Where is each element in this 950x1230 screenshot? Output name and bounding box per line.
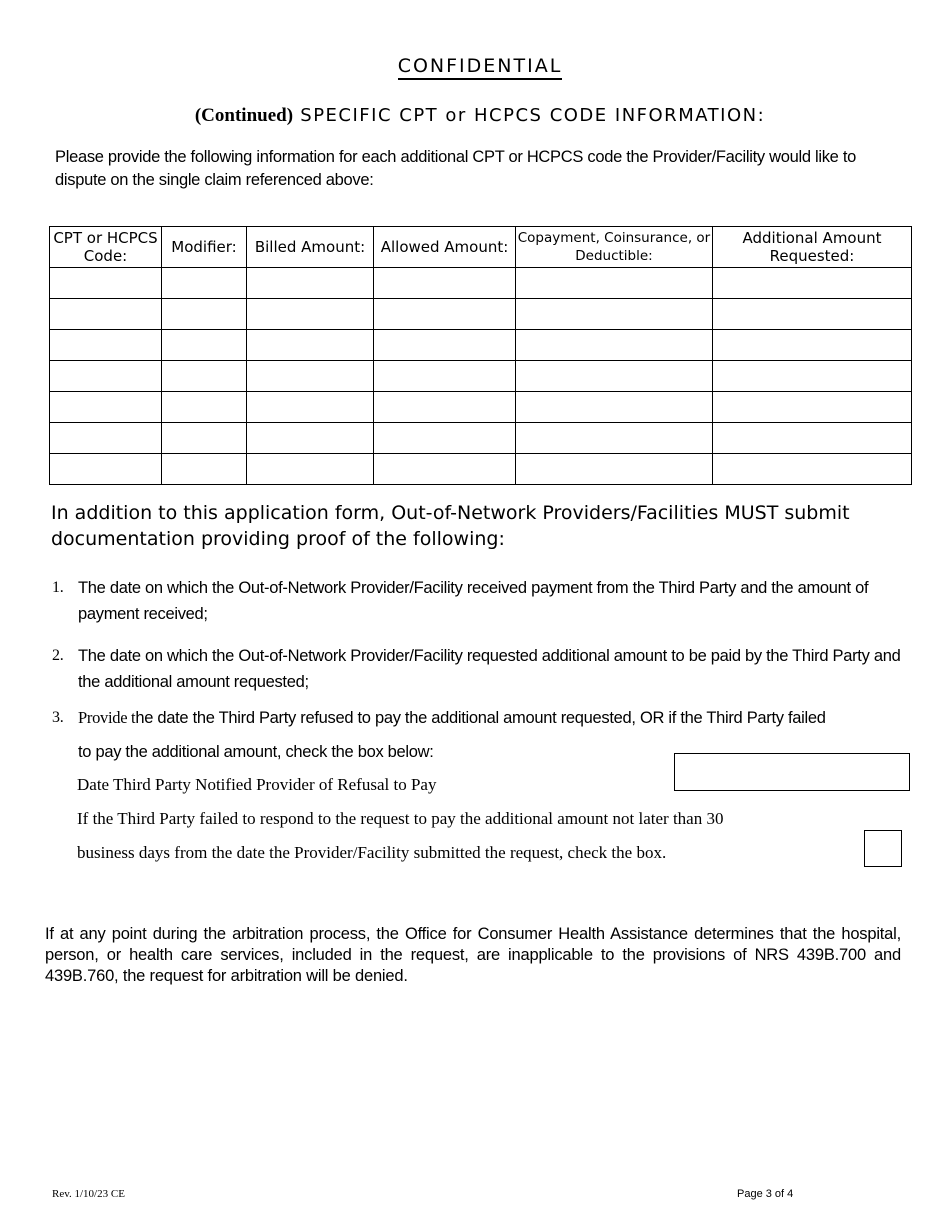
table-cell[interactable]	[247, 299, 374, 330]
continued-label: (Continued)	[194, 105, 294, 126]
table-row	[50, 361, 912, 392]
list-item-text: he date the Third Party refused to pay the additional amount requested, OR if the Third Party failed	[135, 709, 826, 727]
table-cell[interactable]	[713, 423, 912, 454]
documentation-requirement: In addition to this application form, Out-of-Network Providers/Facilities MUST submit documentation providing proof of the following:	[51, 502, 850, 550]
table-cell[interactable]	[713, 392, 912, 423]
table-row	[50, 423, 912, 454]
table-cell[interactable]	[374, 423, 516, 454]
table-cell[interactable]	[162, 299, 247, 330]
table-cell[interactable]	[374, 361, 516, 392]
table-row	[50, 299, 912, 330]
table-row	[50, 454, 912, 485]
table-cell[interactable]	[50, 392, 162, 423]
table-cell[interactable]	[713, 299, 912, 330]
table-cell[interactable]	[516, 330, 713, 361]
table-cell[interactable]	[247, 392, 374, 423]
table-cell[interactable]	[516, 361, 713, 392]
header-modifier: Modifier:	[162, 227, 247, 268]
table-cell[interactable]	[516, 299, 713, 330]
table-cell[interactable]	[50, 361, 162, 392]
table-cell[interactable]	[50, 299, 162, 330]
table-cell[interactable]	[374, 392, 516, 423]
table-cell[interactable]	[247, 361, 374, 392]
table-cell[interactable]	[516, 423, 713, 454]
refusal-date-label: Date Third Party Notified Provider of Refusal to Pay	[77, 775, 437, 794]
table-cell[interactable]	[374, 330, 516, 361]
table-cell[interactable]	[247, 423, 374, 454]
table-cell[interactable]	[162, 392, 247, 423]
failed-respond-text-line1: If the Third Party failed to respond to the request to pay the additional amount not later than 30	[77, 809, 724, 828]
list-number: 2.	[52, 647, 64, 664]
table-cell[interactable]	[50, 268, 162, 299]
table-cell[interactable]	[713, 268, 912, 299]
table-cell[interactable]	[50, 423, 162, 454]
failed-respond-checkbox[interactable]	[864, 830, 902, 867]
revision-label: Rev. 1/10/23 CE	[52, 1188, 125, 1200]
table-cell[interactable]	[162, 361, 247, 392]
header-cpt-code: CPT or HCPCS Code:	[50, 227, 162, 268]
table-cell[interactable]	[162, 454, 247, 485]
failed-respond-text-line2: business days from the date the Provider/Facility submitted the request, check the box.	[77, 843, 667, 862]
table-cell[interactable]	[50, 454, 162, 485]
list-item-3	[52, 705, 912, 731]
table-row	[50, 392, 912, 423]
refusal-date-input[interactable]	[674, 753, 910, 791]
table-cell[interactable]	[162, 330, 247, 361]
table-cell[interactable]	[516, 454, 713, 485]
table-cell[interactable]	[713, 454, 912, 485]
list-number: 1.	[52, 579, 64, 596]
section-title	[0, 105, 950, 127]
list-item-text-line2: to pay the additional amount, check the box below:	[78, 743, 434, 761]
list-item-text: The date on which the Out-of-Network Provider/Facility received payment from the Third Party and the amount of payment received;	[78, 579, 869, 623]
intro-instructions: Please provide the following information for each additional CPT or HCPCS code the Provider/Facility would like to dispute on the single claim referenced above:	[55, 148, 856, 189]
table-cell[interactable]	[50, 330, 162, 361]
table-cell[interactable]	[162, 268, 247, 299]
table-cell[interactable]	[374, 454, 516, 485]
list-item-text: The date on which the Out-of-Network Provider/Facility requested additional amount to be paid by the Third Party and the additional amount requested;	[78, 647, 901, 691]
list-item-2	[52, 643, 912, 695]
page-number: Page 3 of 4	[737, 1188, 794, 1200]
confidential-heading: CONFIDENTIAL	[0, 55, 950, 77]
table-row	[50, 330, 912, 361]
section-title-text: SPECIFIC CPT or HCPCS CODE INFORMATION:	[300, 105, 766, 126]
cpt-code-table	[49, 226, 912, 485]
table-header-row	[50, 227, 912, 268]
arbitration-notice: If at any point during the arbitration process, the Office for Consumer Health Assistance determines that the hospital, person, or health care services, included in the request, are inapplicable to the provisions of NRS 439B.700 and 439B.760, the request for arbitration will be denied.	[45, 925, 901, 985]
list-item-lead: Provide t	[78, 708, 136, 727]
list-item-1	[52, 575, 912, 627]
table-cell[interactable]	[374, 268, 516, 299]
table-cell[interactable]	[247, 330, 374, 361]
list-number: 3.	[52, 709, 64, 726]
table-cell[interactable]	[162, 423, 247, 454]
table-cell[interactable]	[374, 299, 516, 330]
table-cell[interactable]	[516, 268, 713, 299]
header-copayment: Copayment, Coinsurance, or Deductible:	[516, 227, 713, 268]
header-billed-amount: Billed Amount:	[247, 227, 374, 268]
header-allowed-amount: Allowed Amount:	[374, 227, 516, 268]
table-cell[interactable]	[713, 361, 912, 392]
header-additional-amount: Additional Amount Requested:	[713, 227, 912, 268]
table-row	[50, 268, 912, 299]
table-cell[interactable]	[713, 330, 912, 361]
table-cell[interactable]	[516, 392, 713, 423]
table-cell[interactable]	[247, 454, 374, 485]
table-cell[interactable]	[247, 268, 374, 299]
